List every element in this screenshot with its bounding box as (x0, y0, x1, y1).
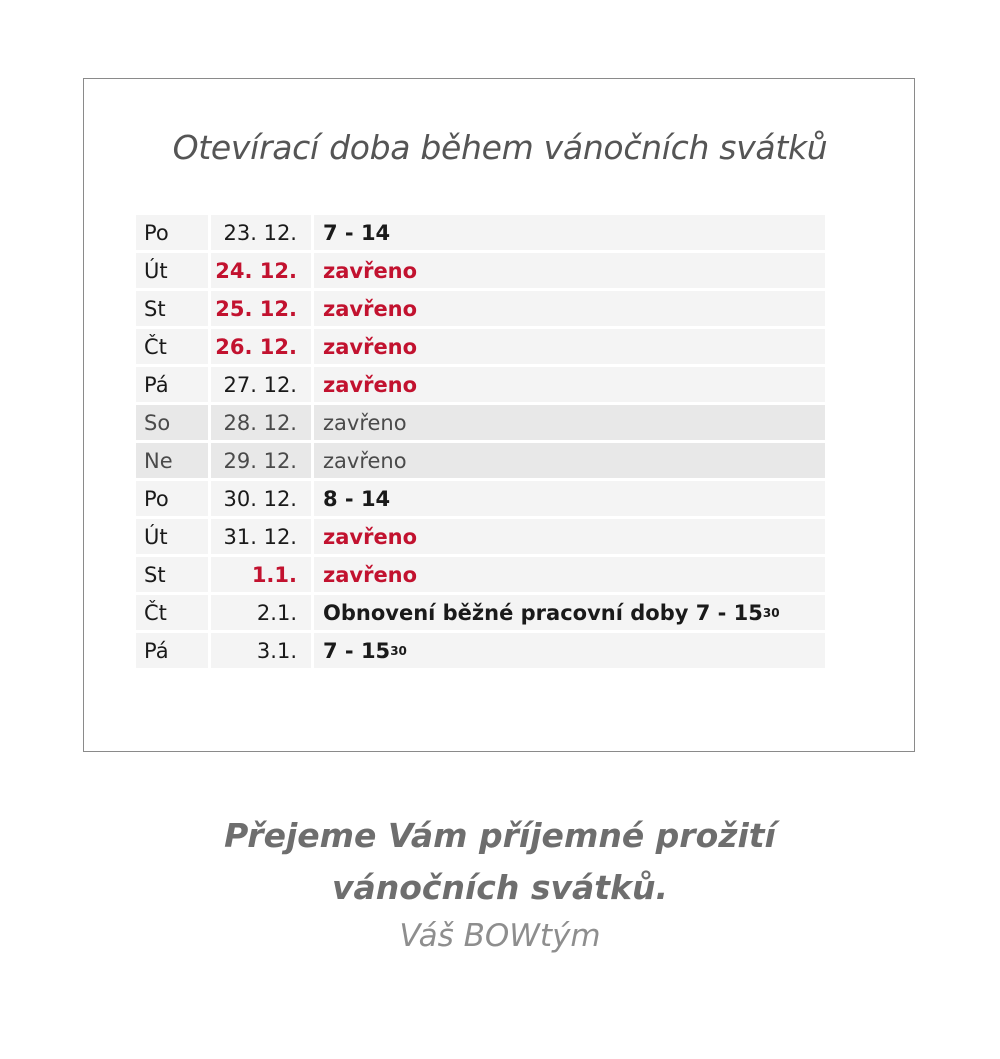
day-cell: Út (136, 253, 208, 288)
page-title: Otevírací doba během vánočních svátků (172, 128, 828, 167)
day-cell: Čt (136, 329, 208, 364)
table-row-weekend (136, 405, 825, 440)
date-cell: 30. 12. (211, 481, 311, 516)
date-cell: 23. 12. (211, 215, 311, 250)
signature: Váš BOWtým (399, 918, 601, 954)
date-cell: 27. 12. (211, 367, 311, 402)
table-row-weekend (136, 443, 825, 478)
hours-cell: zavřeno (314, 367, 825, 402)
date-cell: 25. 12. (211, 291, 311, 326)
hours-cell: 8 - 14 (314, 481, 825, 516)
day-cell: Pá (136, 367, 208, 402)
table-row (136, 595, 825, 630)
wish-line-1: Přejeme Vám příjemné prožití (224, 816, 776, 855)
day-cell: Pá (136, 633, 208, 668)
date-cell: 24. 12. (211, 253, 311, 288)
wish-line-2: vánočních svátků. (331, 868, 669, 907)
schedule-table (136, 215, 825, 668)
date-cell: 3.1. (211, 633, 311, 668)
date-cell: 1.1. (211, 557, 311, 592)
table-row (136, 481, 825, 516)
day-cell: Ne (136, 443, 208, 478)
hours-cell: zavřeno (314, 519, 825, 554)
day-cell: So (136, 405, 208, 440)
hours-cell: 7 - 14 (314, 215, 825, 250)
date-cell: 2.1. (211, 595, 311, 630)
hours-cell: 7 - 15 30 (314, 633, 825, 668)
date-cell: 29. 12. (211, 443, 311, 478)
hours-cell: zavřeno (314, 557, 825, 592)
table-row (136, 367, 825, 402)
hours-cell: zavřeno (314, 329, 825, 364)
table-row (136, 519, 825, 554)
date-cell: 28. 12. (211, 405, 311, 440)
hours-cell: zavřeno (314, 405, 825, 440)
table-row (136, 253, 825, 288)
date-cell: 26. 12. (211, 329, 311, 364)
hours-cell: zavřeno (314, 443, 825, 478)
hours-cell: zavřeno (314, 253, 825, 288)
table-row (136, 557, 825, 592)
day-cell: St (136, 291, 208, 326)
date-cell: 31. 12. (211, 519, 311, 554)
table-row (136, 215, 825, 250)
table-row (136, 633, 825, 668)
day-cell: Po (136, 481, 208, 516)
holiday-wish (0, 810, 1000, 914)
hours-cell: Obnovení běžné pracovní doby 7 - 15 30 (314, 595, 825, 630)
table-row (136, 291, 825, 326)
day-cell: Čt (136, 595, 208, 630)
table-row (136, 329, 825, 364)
hours-cell: zavřeno (314, 291, 825, 326)
day-cell: Út (136, 519, 208, 554)
day-cell: St (136, 557, 208, 592)
day-cell: Po (136, 215, 208, 250)
